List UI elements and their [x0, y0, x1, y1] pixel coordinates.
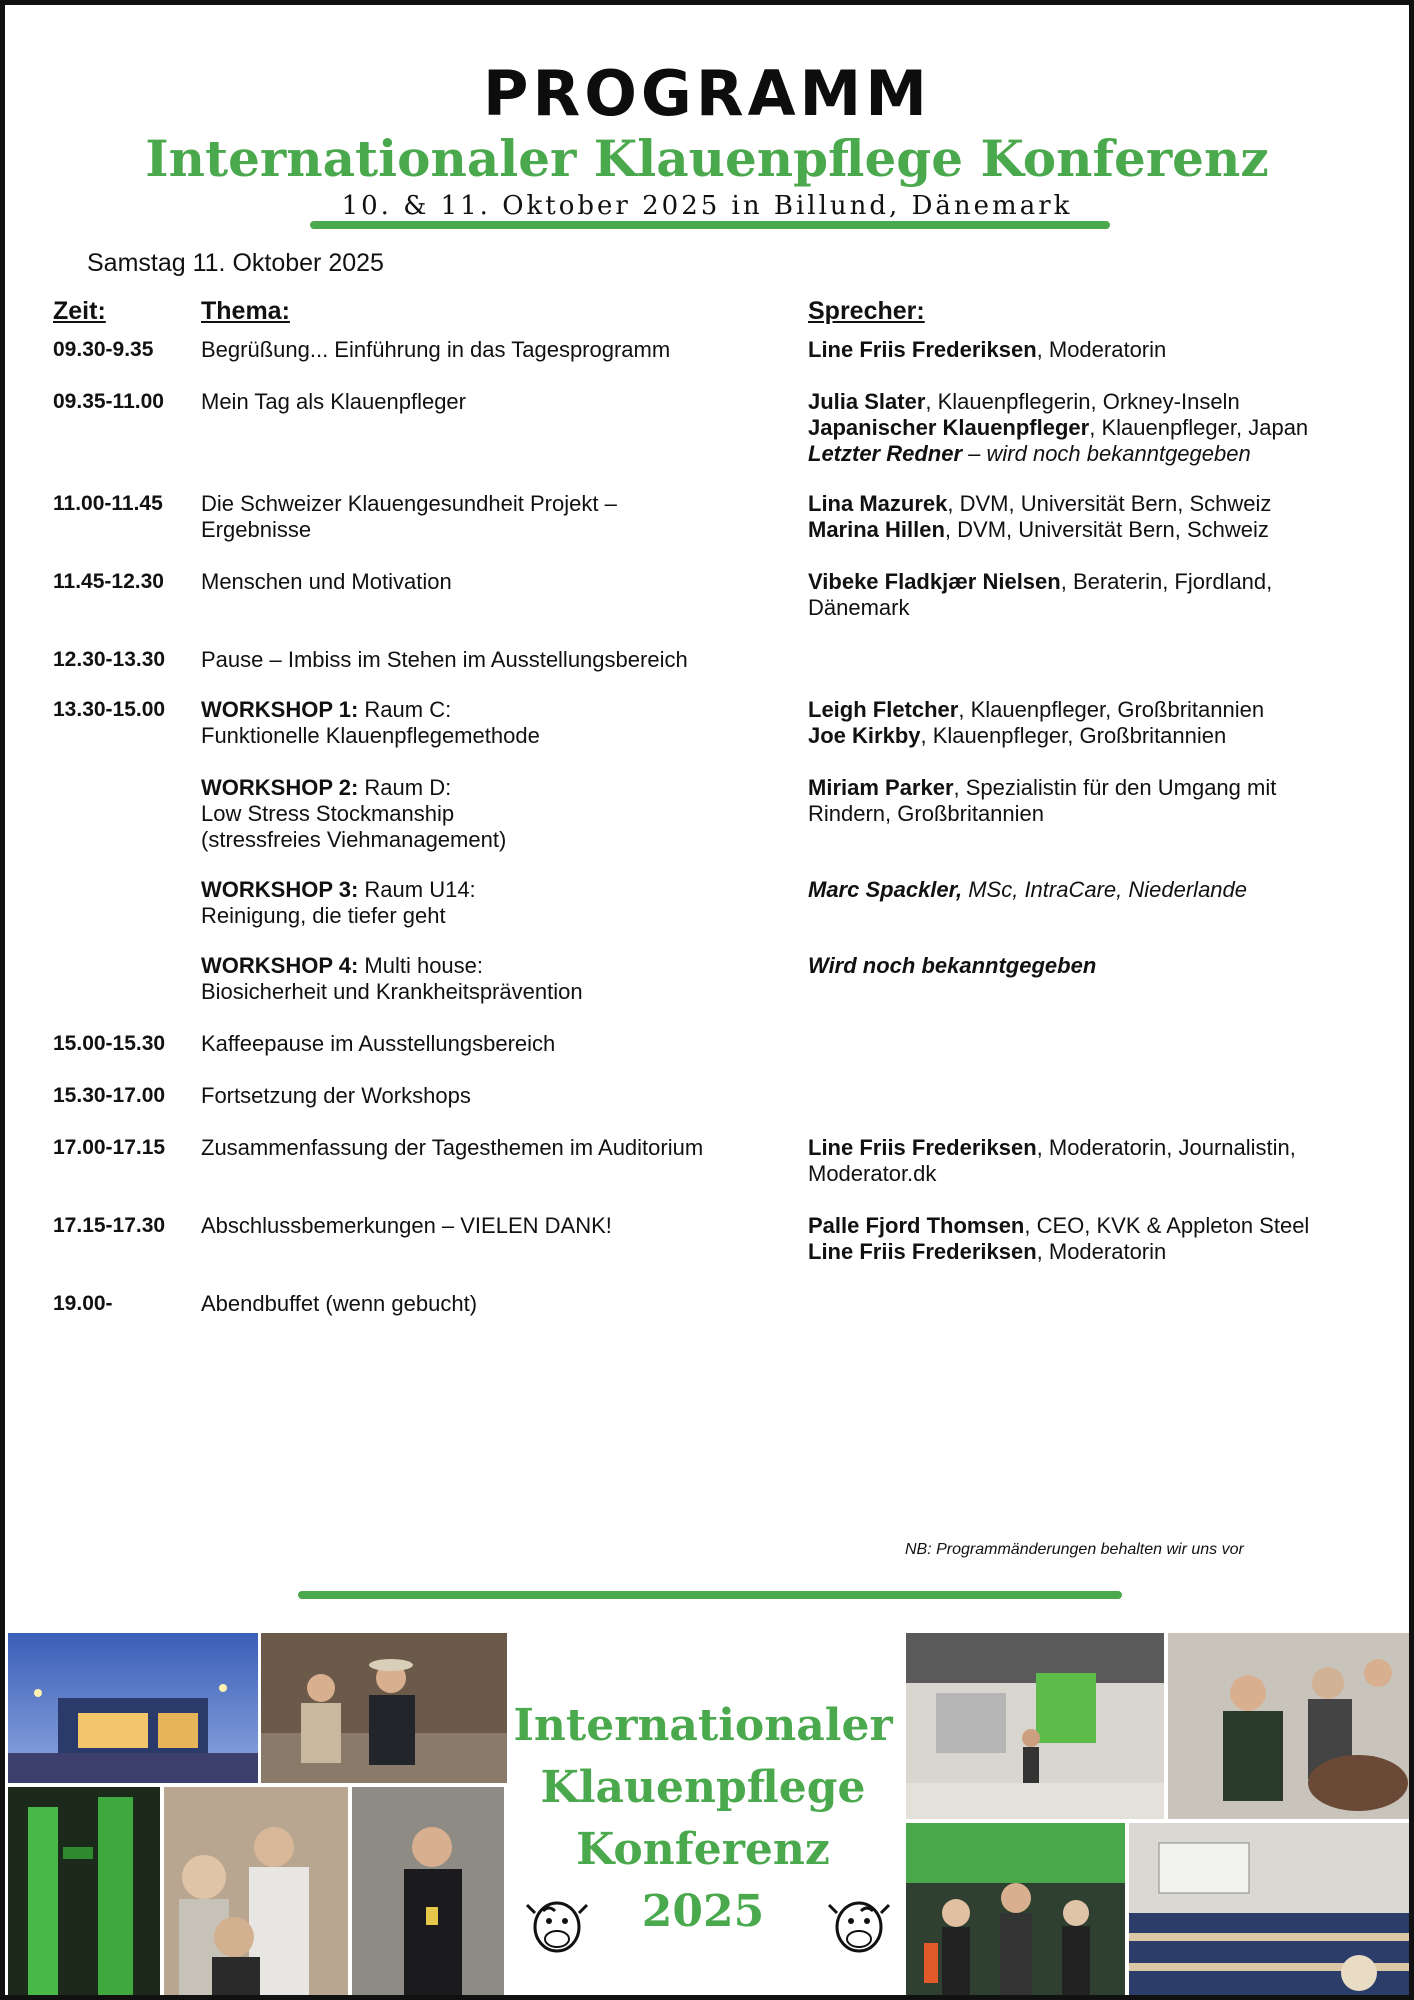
schedule-speakers [808, 1213, 1408, 1265]
conference-subtitle: Internationaler Klauenpflege Konferenz [145, 129, 1269, 188]
photo-auditorium [1129, 1823, 1412, 1997]
schedule-time: 15.30-17.00 [53, 1084, 166, 1107]
schedule-topic [201, 1291, 801, 1317]
speaker-line [808, 775, 1408, 801]
speaker-line [808, 697, 1408, 723]
speaker-line [808, 1213, 1408, 1239]
schedule-topic [201, 337, 801, 363]
schedule-time: 12.30-13.30 [53, 648, 166, 671]
schedule-time: 15.00-15.30 [53, 1032, 166, 1055]
schedule-time: 17.15-17.30 [53, 1214, 166, 1237]
date-location-line: 10. & 11. Oktober 2025 in Billund, Dänemark [341, 191, 1073, 221]
topic-line [201, 1031, 801, 1057]
footer-brand-line1: Internationaler [513, 1700, 893, 1751]
topic-line [201, 979, 801, 1005]
schedule-speakers [808, 569, 1408, 621]
speaker-name: Letzter Redner [808, 441, 963, 466]
speaker-name: Marc Spackler, [808, 877, 963, 902]
workshop-label: WORKSHOP 4: [201, 953, 359, 978]
schedule-topic [201, 1135, 801, 1161]
schedule-speakers [808, 775, 1408, 827]
speaker-line [808, 1161, 1408, 1187]
speaker-name: Wird noch bekanntgegeben [808, 953, 1097, 978]
schedule-speakers [808, 1135, 1408, 1187]
cow-mascot-icon [521, 1891, 593, 1963]
topic-line [201, 697, 801, 723]
speaker-line [808, 1239, 1408, 1265]
schedule-time: 11.00-11.45 [53, 492, 163, 515]
speaker-role: , Klauenpfleger, Großbritannien [920, 723, 1227, 748]
speaker-name: Marina Hillen [808, 517, 945, 542]
speaker-role: , Beraterin, Fjordland, [1060, 569, 1273, 594]
speaker-name: Miriam Parker [808, 775, 954, 800]
topic-text: (stressfreies Viehmanagement) [201, 827, 507, 852]
topic-text: Raum D: [358, 775, 452, 800]
photo-group-cheering [906, 1823, 1125, 1997]
cow-mascot-icon [823, 1891, 895, 1963]
speaker-role: , Klauenpflegerin, Orkney-Inseln [925, 389, 1240, 414]
schedule-speakers [808, 337, 1408, 363]
photo-workshop-people [164, 1787, 348, 1997]
speaker-line [808, 1135, 1408, 1161]
schedule-topic [201, 953, 801, 1005]
topic-line [201, 647, 801, 673]
schedule-topic [201, 491, 801, 543]
speaker-role: – wird noch bekanntgegeben [962, 441, 1251, 466]
topic-text: Raum C: [358, 697, 452, 722]
schedule-time: 13.30-15.00 [53, 698, 166, 721]
day-label: Samstag 11. Oktober 2025 [87, 249, 384, 277]
speaker-line [808, 569, 1408, 595]
topic-line [201, 569, 801, 595]
topic-line [201, 1213, 801, 1239]
schedule-speakers [808, 389, 1408, 467]
footer-brand-line3: Konferenz [576, 1824, 830, 1875]
speaker-name: Vibeke Fladkjær Nielsen [808, 569, 1061, 594]
schedule-speakers [808, 953, 1408, 979]
topic-line [201, 723, 801, 749]
workshop-label: WORKSHOP 2: [201, 775, 359, 800]
column-header-topic: Thema: [201, 297, 290, 325]
speaker-role: , DVM, Universität Bern, Schweiz [947, 491, 1272, 516]
topic-text: Abschlussbemerkungen – VIELEN DANK! [201, 1213, 612, 1238]
green-divider-top [310, 221, 1110, 229]
schedule-topic [201, 569, 801, 595]
green-divider-bottom [298, 1591, 1122, 1599]
speaker-role: , Klauenpfleger, Japan [1089, 415, 1309, 440]
topic-text: Kaffeepause im Ausstellungsbereich [201, 1031, 556, 1056]
topic-text: Reinigung, die tiefer geht [201, 903, 446, 928]
speaker-line [808, 723, 1408, 749]
speaker-line [808, 953, 1408, 979]
schedule-time: 19.00- [53, 1292, 113, 1315]
topic-line [201, 1083, 801, 1109]
schedule-topic [201, 1213, 801, 1239]
topic-line [201, 337, 801, 363]
topic-text: Low Stress Stockmanship [201, 801, 455, 826]
schedule-topic [201, 877, 801, 929]
topic-text: Menschen und Motivation [201, 569, 452, 594]
speaker-name: Palle Fjord Thomsen [808, 1213, 1025, 1238]
speaker-role: , CEO, KVK & Appleton Steel [1024, 1213, 1310, 1238]
speaker-name: Japanischer Klauenpfleger [808, 415, 1090, 440]
speaker-line [808, 337, 1408, 363]
topic-line [201, 1291, 801, 1317]
schedule-speakers [808, 877, 1408, 903]
photo-venue-building [8, 1633, 258, 1783]
schedule-topic [201, 775, 801, 853]
speaker-role: , Klauenpfleger, Großbritannien [958, 697, 1265, 722]
topic-text: Die Schweizer Klauengesundheit Projekt – [201, 491, 617, 516]
speaker-name: Line Friis Frederiksen [808, 1239, 1037, 1264]
topic-line [201, 903, 801, 929]
column-header-time: Zeit: [53, 297, 106, 325]
schedule-speakers [808, 491, 1408, 543]
topic-text: Raum U14: [358, 877, 476, 902]
topic-line [201, 517, 801, 543]
speaker-name: Leigh Fletcher [808, 697, 959, 722]
topic-text: Ergebnisse [201, 517, 312, 542]
topic-text: Begrüßung... Einführung in das Tagesprogramm [201, 337, 671, 362]
speaker-name: Julia Slater [808, 389, 926, 414]
schedule-topic [201, 1031, 801, 1057]
speaker-role: , Moderatorin [1036, 337, 1167, 362]
topic-line [201, 801, 801, 827]
schedule-time: 17.00-17.15 [53, 1136, 166, 1159]
program-title: PROGRAMM [483, 57, 931, 130]
speaker-role: Rindern, Großbritannien [808, 801, 1045, 826]
speaker-line [808, 801, 1408, 827]
speaker-name: Joe Kirkby [808, 723, 921, 748]
schedule-topic [201, 697, 801, 749]
topic-line [201, 877, 801, 903]
topic-line [201, 491, 801, 517]
schedule-speakers [808, 697, 1408, 749]
topic-text: Biosicherheit und Krankheitsprävention [201, 979, 583, 1004]
speaker-line [808, 595, 1408, 621]
topic-text: Mein Tag als Klauenpfleger [201, 389, 466, 414]
speaker-line [808, 441, 1408, 467]
topic-text: Funktionelle Klauenpflegemethode [201, 723, 540, 748]
photo-green-equipment [8, 1787, 160, 1997]
photo-presenter [352, 1787, 504, 1997]
topic-line [201, 775, 801, 801]
workshop-label: WORKSHOP 1: [201, 697, 359, 722]
topic-text: Multi house: [358, 953, 484, 978]
speaker-role: Moderator.dk [808, 1161, 937, 1186]
schedule-topic [201, 1083, 801, 1109]
speaker-role: MSc, IntraCare, Niederlande [962, 877, 1248, 902]
schedule-time: 09.30-9.35 [53, 338, 154, 361]
topic-text: Abendbuffet (wenn gebucht) [201, 1291, 478, 1316]
topic-line [201, 389, 801, 415]
photo-speakers-stage [261, 1633, 507, 1783]
speaker-line [808, 415, 1408, 441]
schedule-topic [201, 647, 801, 673]
program-change-note: NB: Programmänderungen behalten wir uns vor [905, 1541, 1244, 1558]
speaker-role: Dänemark [808, 595, 910, 620]
speaker-name: Line Friis Frederiksen [808, 1135, 1037, 1160]
speaker-line [808, 491, 1408, 517]
footer-brand-line4: 2025 [641, 1886, 765, 1937]
topic-line [201, 1135, 801, 1161]
speaker-line [808, 877, 1408, 903]
speaker-role: , Moderatorin [1036, 1239, 1167, 1264]
footer-brand-line2: Klauenpflege [540, 1762, 866, 1813]
speaker-role: , Moderatorin, Journalistin, [1036, 1135, 1296, 1160]
speaker-line [808, 517, 1408, 543]
schedule-time: 11.45-12.30 [53, 570, 164, 593]
column-header-speaker: Sprecher: [808, 297, 925, 325]
topic-text: Fortsetzung der Workshops [201, 1083, 471, 1108]
speaker-name: Line Friis Frederiksen [808, 337, 1037, 362]
speaker-role: , DVM, Universität Bern, Schweiz [944, 517, 1269, 542]
speaker-role: , Spezialistin für den Umgang mit [953, 775, 1277, 800]
speaker-line [808, 389, 1408, 415]
schedule-time: 09.35-11.00 [53, 390, 164, 413]
workshop-label: WORKSHOP 3: [201, 877, 359, 902]
topic-text: Pause – Imbiss im Stehen im Ausstellungsbereich [201, 647, 688, 672]
photo-hoof-demo [1168, 1633, 1412, 1819]
topic-line [201, 953, 801, 979]
topic-line [201, 827, 801, 853]
photo-exhibition-hall [906, 1633, 1164, 1819]
topic-text: Zusammenfassung der Tagesthemen im Auditorium [201, 1135, 704, 1160]
speaker-name: Lina Mazurek [808, 491, 948, 516]
schedule-topic [201, 389, 801, 415]
